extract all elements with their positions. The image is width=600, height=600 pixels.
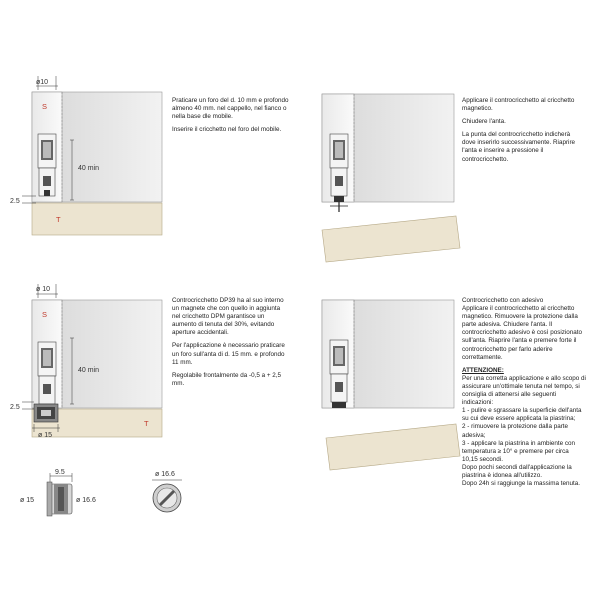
attention-line: Dopo pochi secondi dall'applicazione la piastrina è idonea all'utilizzo.: [462, 463, 572, 479]
p1-base-label: T: [56, 215, 61, 224]
magnetic-latch: [38, 342, 56, 404]
part-width-label: 9.5: [55, 469, 65, 476]
p1-offset-label: 2.5: [10, 198, 20, 205]
instruction-paragraph: Controcricchetto DP39 ha al suo interno un magnete che con quello in aggiunta nel cricchetto DPM garantisce un aumento di tenuta del 30%, evitando aperture accidentali.: [172, 297, 284, 337]
panel4-diagram: [322, 300, 460, 470]
p3-depth-label: 40 min: [78, 367, 100, 374]
magnetic-latch: [330, 340, 348, 408]
attention-line: 3 - applicare la piastrina in ambiente con temperatura ≥ 10° e premere per circa 10,15 secondi.: [462, 439, 576, 463]
panel1-diagram: [22, 76, 162, 235]
p1-side-label: S: [42, 102, 48, 111]
door-open: [326, 424, 460, 470]
part-left-diameter: ø 15: [20, 497, 35, 504]
instruction-paragraph: Praticare un foro del d. 10 mm e profondo almeno 40 mm. nel cappello, nel fianco o nella base dle mobile.: [172, 97, 289, 121]
instruction-paragraph: La punta del controcricchetto indicherà dove inserirlo successivamente. Riaprire l'anta e inserire a pressione il controcricchetto.: [462, 131, 576, 163]
counter-latch-side-view: [47, 473, 72, 516]
p3-side-label: S: [42, 310, 48, 319]
panel3-diagram: [22, 284, 162, 437]
door-open: [322, 216, 460, 262]
p3-offset-label: 2.5: [10, 404, 20, 411]
panel2-instructions: [462, 97, 584, 169]
panel3-instructions: [172, 297, 290, 393]
attention-line: Per una corretta applicazione e allo scopo di assicurare un'ottimale tenuta nel tempo, si consiglia di attenersi alle seguenti indicazioni:: [462, 374, 586, 407]
attention-line: 2 - rimuovere la protezione dalla parte adesiva;: [462, 423, 569, 439]
part-round-diameter: ø 16.6: [155, 471, 175, 478]
attention-heading: ATTENZIONE:: [462, 366, 504, 374]
counter-latch: [34, 404, 58, 422]
wood-base: [32, 203, 162, 235]
p1-depth-label: 40 min: [78, 165, 100, 172]
instruction-paragraph: Inserire il cricchetto nel foro del mobile.: [172, 126, 282, 134]
instruction-paragraph: Chiudere l'anta.: [462, 118, 506, 126]
panel4-instructions: [462, 297, 586, 488]
p3-hole-diameter: ø 10: [36, 286, 51, 293]
instruction-paragraph: Regolabile frontalmente da -0,5 a + 2,5 mm.: [172, 371, 282, 387]
panel4-title: Controcricchetto con adesivo: [462, 297, 544, 304]
magnetic-latch: [38, 134, 56, 196]
part-right-diameter: ø 16.6: [76, 497, 96, 504]
instruction-paragraph: Applicare il controcricchetto al cricchetto magnetico.: [462, 97, 575, 113]
panel1-instructions: [172, 97, 290, 139]
attention-line: 1 - pulire e sgrassare la superficie dell'anta su cui deve essere applicata la piastrina;: [462, 407, 582, 423]
panel2-diagram: [322, 94, 460, 262]
p3-base-label: T: [144, 419, 149, 428]
p1-hole-diameter: ø10: [36, 79, 49, 86]
instruction-paragraph: Per l'applicazione è necessario praticare un foro sull'anta di d. 15 mm. e profondo 11 mm.: [172, 342, 285, 366]
counter-latch-front-view: [152, 480, 182, 512]
instruction-paragraph: Applicare il controcricchetto al cricchetto magnetico. Rimuovere la protezione dalla parte adesiva. Chiudere l'anta. Il controcricchetto adesivo è così posizionato sull'anta. Riaprire l'anta e premere forte il controcricchetto per farlo aderire correttamente.: [462, 305, 583, 361]
attention-line: Dopo 24h si raggiunge la massima tenuta.: [462, 480, 580, 488]
p3-bottom-diameter: ø 15: [38, 432, 53, 439]
